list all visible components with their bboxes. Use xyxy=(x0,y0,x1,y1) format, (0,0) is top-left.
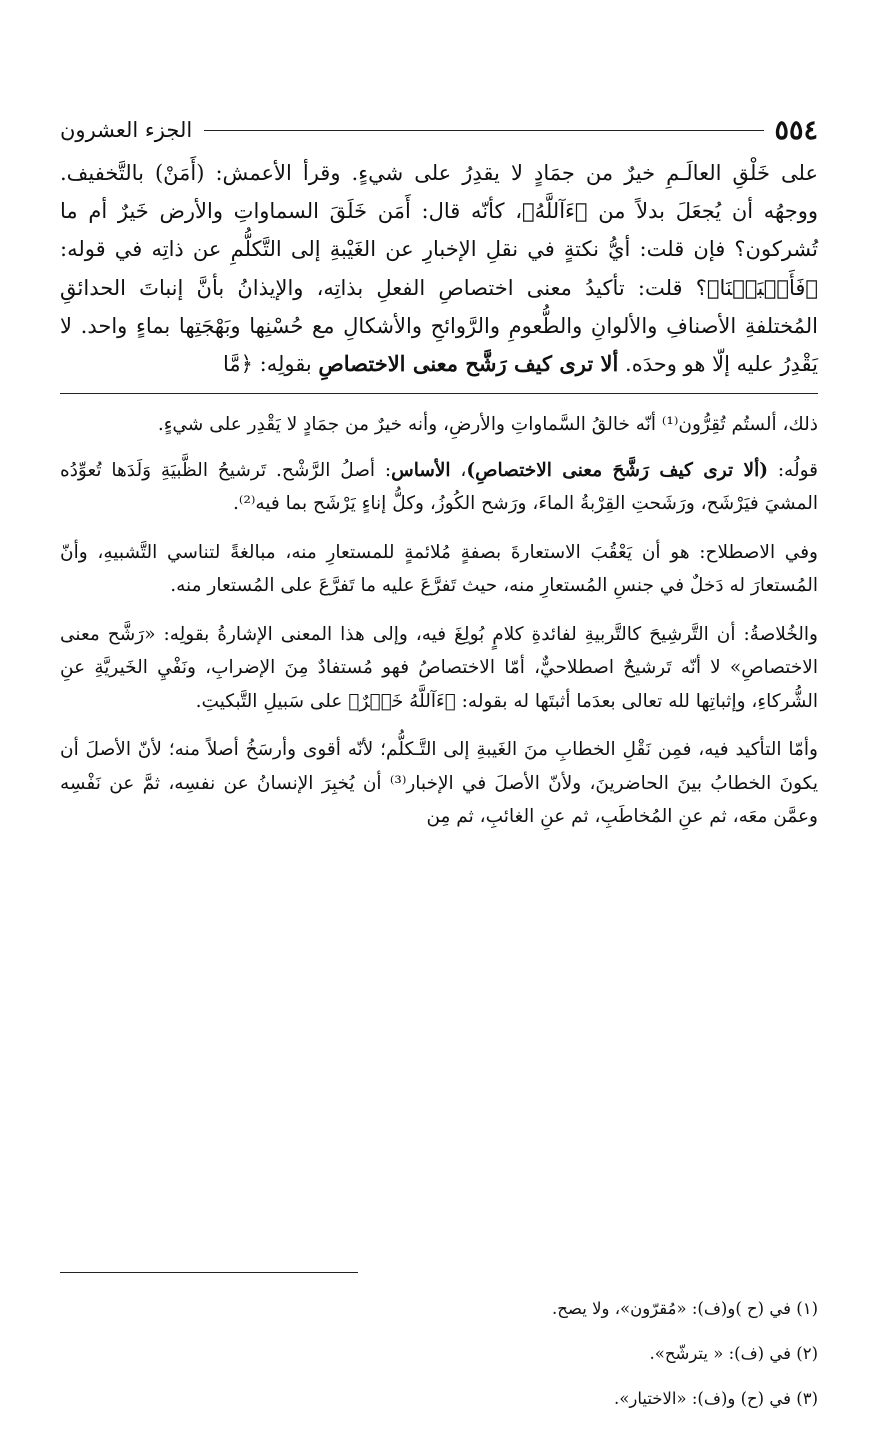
book-page xyxy=(60,110,819,1408)
footnote-rule xyxy=(60,1272,358,1273)
running-title: الجزء العشرون xyxy=(60,118,193,142)
footnote: (٣) في (ح) و(ف): «الاختيار». xyxy=(614,1389,818,1408)
commentary-text-part: قولُه: xyxy=(767,459,819,481)
main-text xyxy=(60,154,818,383)
header-rule xyxy=(204,130,764,131)
commentary-paragraph: والخُلاصةُ: أن التَّرشِيحَ كالتَّربيةِ لفائدةِ كلامٍ بُولِغَ فيه، وإلى هذا المعنى الإشارةُ بقولِه: «رَشَّح معنى الاختصاصِ» لا أنّه تَرشيحٌ اصطلاحيٌّ، أمّا الاختصاصُ فهو مُستفادٌ مِنَ الإضرابِ، ونَفْيِ الخَيريَّةِ عنِ الشُّركاءِ، وإثباتِها لله تعالى بعدَما أثبتَها له بقوله: ﴿ءَآللَّهُ خَيۡرٌ﴾ على سَبيلِ التَّبكيتِ. xyxy=(60,623,818,712)
main-text-part: على خَلْقِ العالَـمِ خيرٌ من جمَادٍ لا يقدِرُ على شيءٍ. وقرأ الأعمش: (أَمَنْ) بالتَّخفيف. ووجهُه أن يُجعَلَ بدلاً من ﴿ءَآللَّهُ﴾، كأنّه قال: أَمَن خَلَقَ السماواتِ والأرض خَيرٌ أم ما تُشركون؟ فإن قلت: أيُّ نكتةٍ في نقلِ الإخبارِ عن الغَيْبةِ إلى التَّكلُّمِ عن ذاتِه في قوله: ﴿فَأَنۢبَتۡنَا﴾؟ قلت: تأكيدُ معنى اختصاصِ الفعلِ بذاتِه، والإيذانُ بأنَّ إنباتَ الحدائقِ المُختلفةِ الأصنافِ والألوانِ والطُّعومِ والرَّوائحِ والأشكالِ مع حُسْنِها وبَهْجَتِها بماءٍ واحد. لا يَقْدِرُ عليه إلّا هو وحدَه. xyxy=(60,161,818,377)
main-text-part: بقولِه: ﴿مَّا xyxy=(223,352,319,377)
commentary-bold-phrase: (ألا ترى كيف رَشَّحَ معنى الاختصاصِ) xyxy=(466,459,768,481)
footnote: (١) في (ح )و(ف): «مُقرّون»، ولا يصح. xyxy=(552,1299,818,1318)
page-header xyxy=(60,110,818,150)
page-number: ٥٥٤ xyxy=(774,114,818,146)
commentary-paragraph: وأمّا التأكيد فيه، فمِن نَقْلِ الخطابِ منَ الغَيبةِ إلى التَّـكلُّم؛ لأنّه أقوى وأرسَخُ أصلاً منه؛ لأنّ الأصلَ أن يكونَ الخطابُ بينَ الحاضرينَ، ولأنّ الأصلَ في الإخبار⁽³⁾ أن يُخبِرَ الإنسانُ عن نفسِه، ثمَّ عن نَفْسِه وعمَّن معَه، ثم عنِ المُخاطَبِ، ثم عنِ الغائبِ، ثم مِن xyxy=(60,739,818,828)
commentary-bold-phrase: الأساس xyxy=(391,459,451,481)
commentary-paragraph: وفي الاصطلاح: هو أن يَعْقُبَ الاستعارةَ بصفةٍ مُلائمةٍ للمستعارِ منه، مبالغةً لتناسي التَّشبيهِ، وأنّ المُستعارَ له دَخلٌ في جنسِ المُستعارِ منه، حيث تَفرَّعَ عليه ما تَفرَّعَ على المُستعار منه. xyxy=(60,541,818,597)
footnote: (٢) في (ف): « يترشّح». xyxy=(649,1344,818,1363)
commentary-text-part: ، xyxy=(450,459,467,481)
commentary-paragraph xyxy=(60,454,818,521)
main-text-bold-phrase: ألا ترى كيف رَشَّح معنى الاختصاصِ xyxy=(318,351,619,377)
text-commentary-divider xyxy=(60,393,818,394)
main-paragraph xyxy=(60,154,818,383)
commentary-paragraph: ذلك، ألستُم تُقِرُّون⁽¹⁾ أنّه خالقُ السَّماواتِ والأرضِ، وأنه خيرٌ من جمَادٍ لا يَقْدِر على شيءٍ. xyxy=(157,414,818,436)
commentary xyxy=(60,408,818,834)
footnotes xyxy=(60,1298,818,1433)
commentary-text-part: : أصلُ الرَّشْح. تَرشيحُ الظَّبيَةِ وَلَدَها تُعوِّدُه المشيَ فيَرْشَح، ورَشَحتِ القِرْبةُ الماءَ، ورَشح الكُوزُ، وكلُّ إناءٍ يَرْشَح بما فيه⁽²⁾. xyxy=(60,459,818,515)
